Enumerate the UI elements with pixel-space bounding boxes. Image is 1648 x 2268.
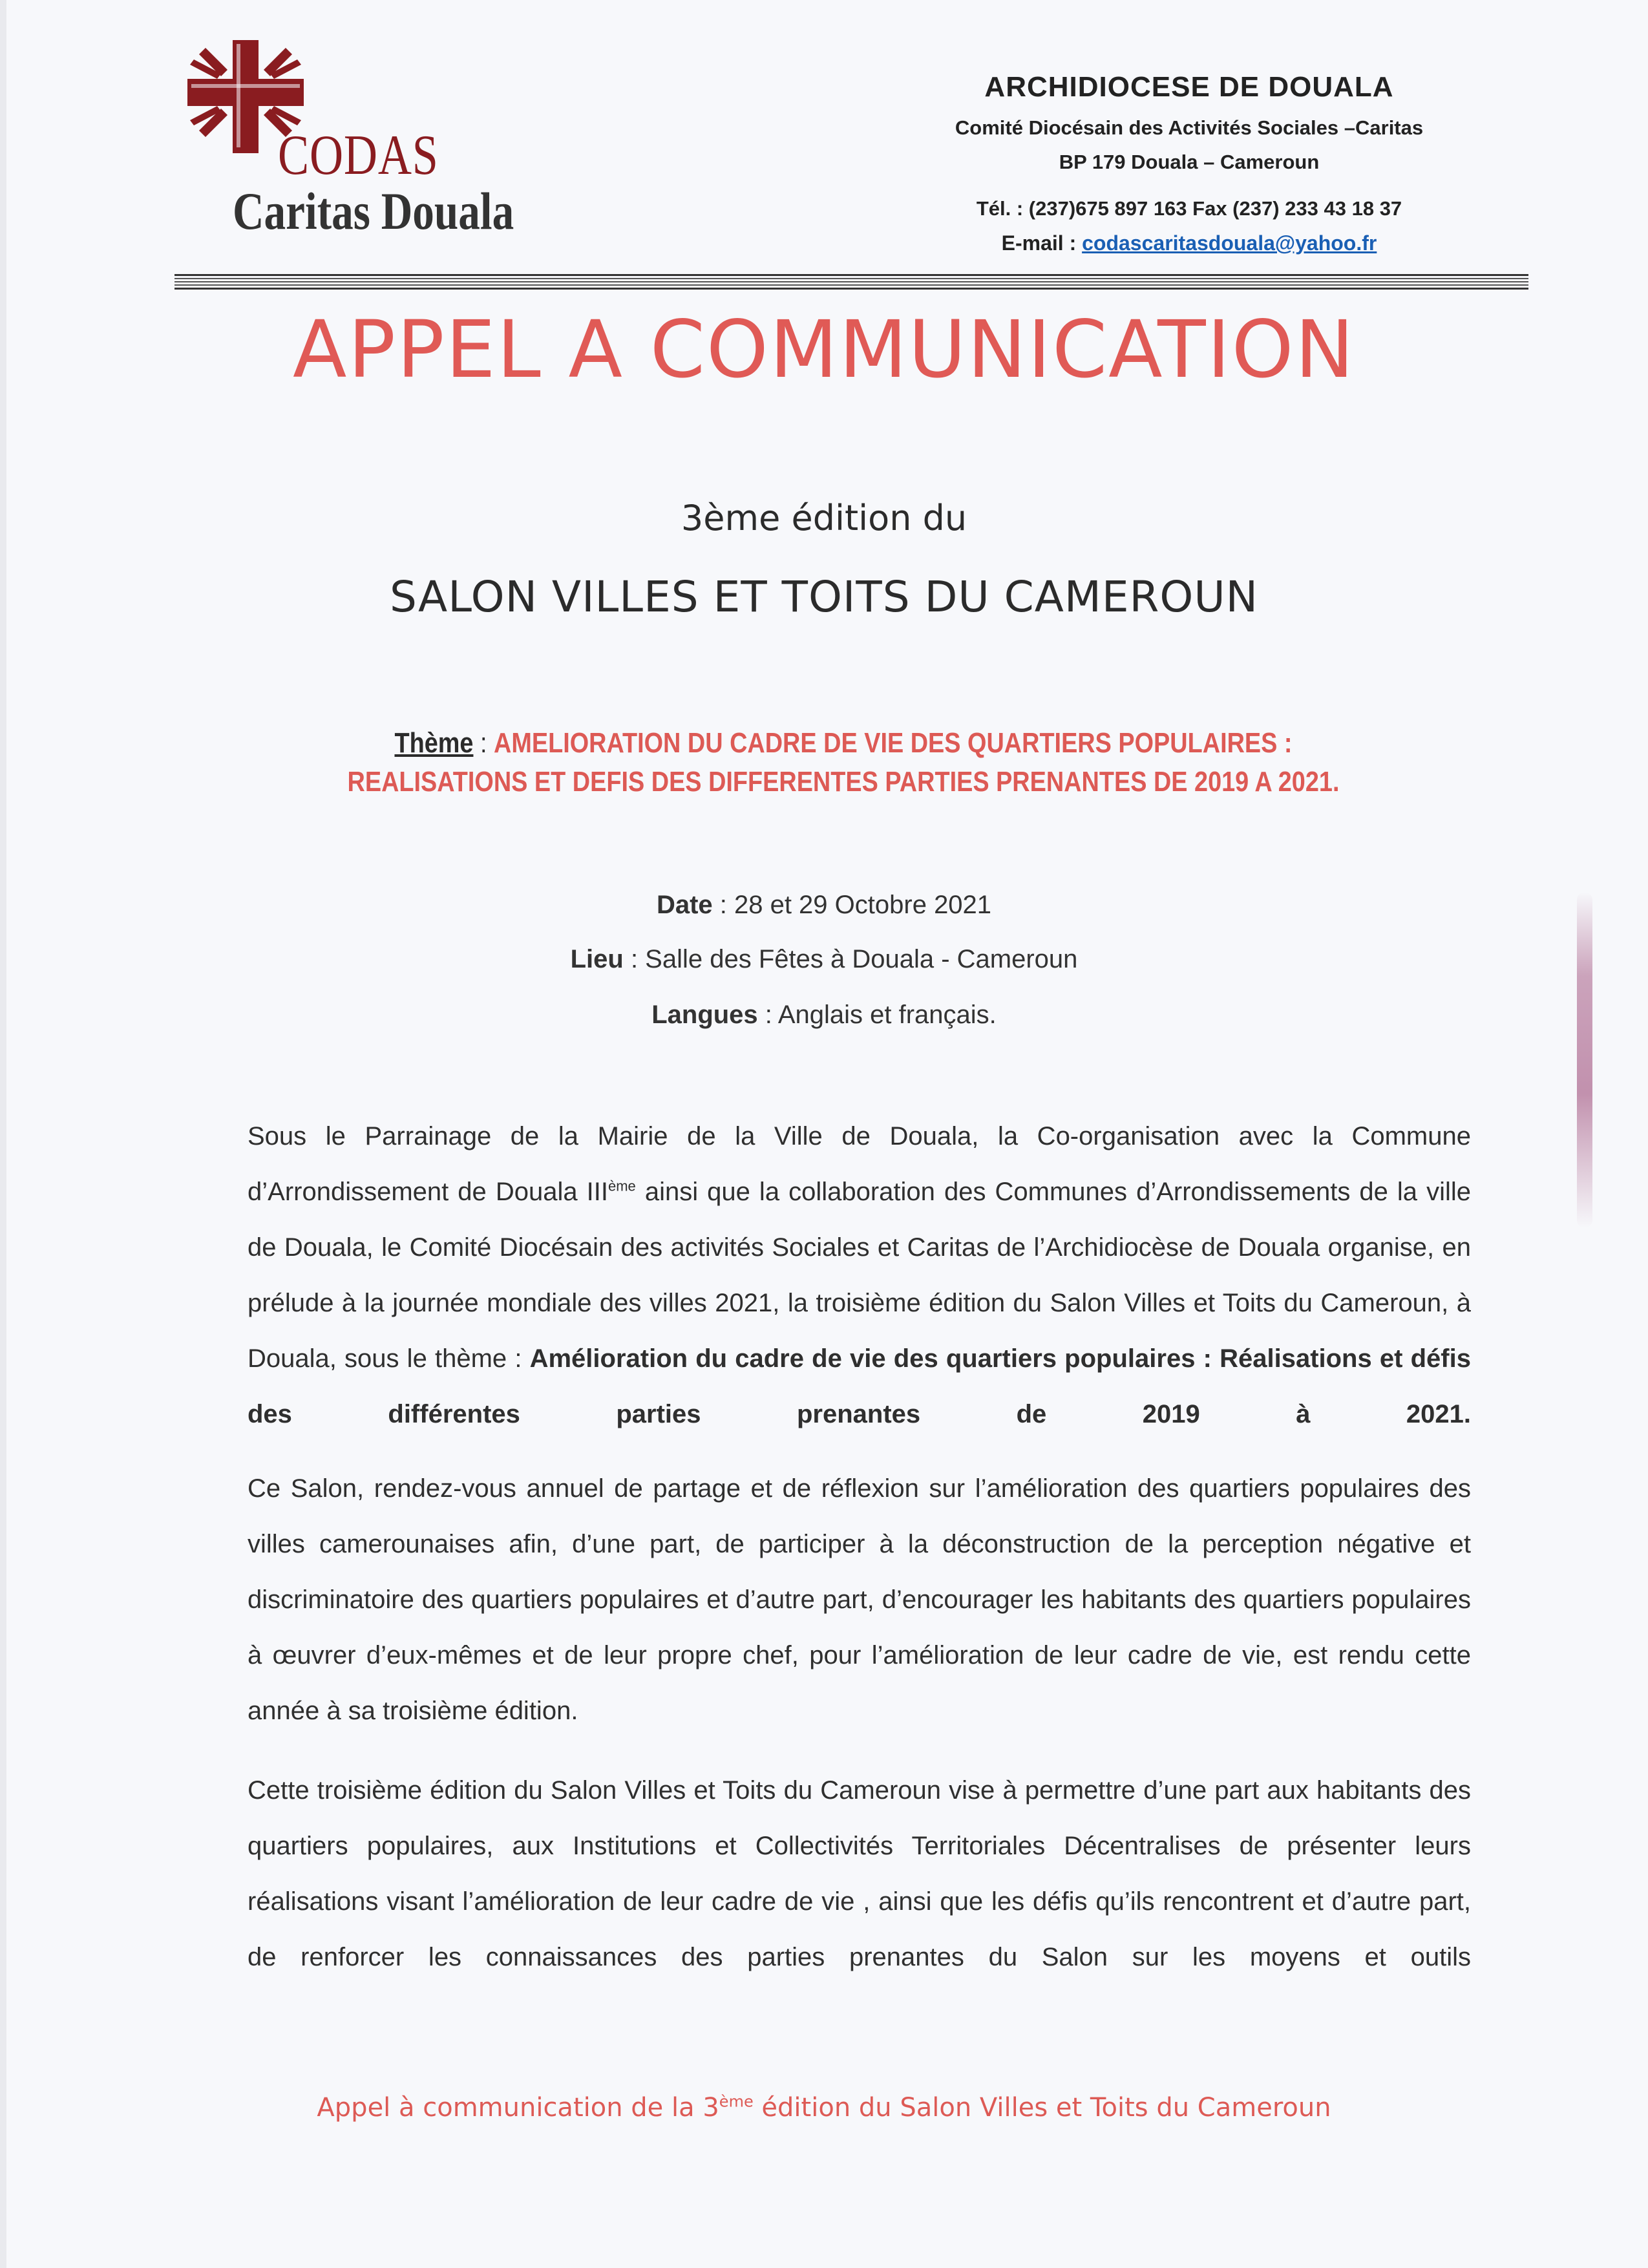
date-label: Date [656,891,713,919]
ink-stain [1577,892,1592,1228]
page-title: APPEL A COMMUNICATION [293,304,1355,396]
event-name: SALON VILLES ET TOITS DU CAMEROUN [389,572,1259,622]
email-link[interactable]: codascaritasdouala@yahoo.fr [1082,231,1377,255]
email-line [853,231,1525,255]
paragraph-1-superscript: ème [607,1178,636,1194]
theme-block [302,724,1386,801]
footer-part-b: édition du Salon Villes et Toits du Cameroun [753,2093,1331,2123]
paragraph-3: Cette troisième édition du Salon Villes et Toits du Cameroun vise à permettre d’une part aux habitants des quartiers populaires, aux Institutions et Collectivités Territoriales Décentralises de présenter leurs réalisations visant l’amélioration de leur cadre de vie , ainsi que les défis qu’ils rencontrent et d’autre part, de renforcer les connaissances des parties prenantes du Salon sur les moyens et outils [248,1776,1471,1971]
theme-label: Thème [394,727,474,759]
theme-separator: : [473,727,494,759]
organization-name: ARCHIDIOCESE DE DOUALA [984,71,1394,103]
page-footer [0,2093,1648,2123]
venue-label: Lieu [570,945,624,973]
date-value: : 28 et 29 Octobre 2021 [712,891,992,919]
languages-line [0,1001,1648,1030]
committee-name: Comité Diocésain des Activités Sociales –Caritas [955,116,1424,139]
paragraph-2: Ce Salon, rendez-vous annuel de partage et de réflexion sur l’amélioration des quartiers populaires des villes camerounaises afin, d’une part, de participer à la déconstruction de la perception négative et discriminatoire des quartiers populaires et d’autre part, d’encourager les habitants des quartiers populaires à œuvrer d’eux-mêmes et de leur propre chef, pour l’amélioration de leur cadre de vie, est rendu cette année à sa troisième édition. [248,1474,1471,1725]
phone-fax: Tél. : (237)675 897 163 Fax (237) 233 43 18 37 [976,197,1402,220]
paragraph-1 [248,1108,1471,1442]
date-line [0,891,1648,920]
footer-part-a: Appel à communication de la 3 [317,2093,719,2123]
paragraph-1-theme-bold: Amélioration du cadre de vie des quartiers populaires : Réalisations et défis des différentes parties prenantes de 2019 à 2021. [248,1344,1471,1428]
venue-line [0,945,1648,974]
paragraph-1-part-b: ainsi que la collaboration des Communes d’Arrondissements de la ville de Douala, le Comité Diocésain des activités Sociales et Caritas de l’Archidiocèse de Douala organise, en prélude à la journée mondiale des villes 2021, la troisième édition du Salon Villes et Toits du Cameroun, à Douala, sous le thème : [248,1178,1471,1373]
venue-value: : Salle des Fêtes à Douala - Cameroun [623,945,1078,973]
theme-text: AMELIORATION DU CADRE DE VIE DES QUARTIERS POPULAIRES : REALISATIONS ET DEFIS DES DIFFERENTES PARTIES PRENANTES DE 2019 A 2021. [347,727,1340,798]
header-divider [174,271,1528,291]
languages-value: : Anglais et français. [757,1001,997,1029]
logo-subtitle: Caritas Douala [233,182,514,240]
footer-superscript: ème [719,2092,754,2111]
postal-address: BP 179 Douala – Cameroun [1059,151,1320,173]
paragraph-1-part-a: Sous le Parrainage de la Mairie de la Ville de Douala, la Co-organisation avec la Commune d’Arrondissement de Douala III [248,1122,1471,1206]
email-label: E-mail : [1001,231,1083,255]
languages-label: Langues [651,1001,758,1029]
edition-label: 3ème édition du [681,498,967,538]
logo-name: CODAS [278,124,439,187]
